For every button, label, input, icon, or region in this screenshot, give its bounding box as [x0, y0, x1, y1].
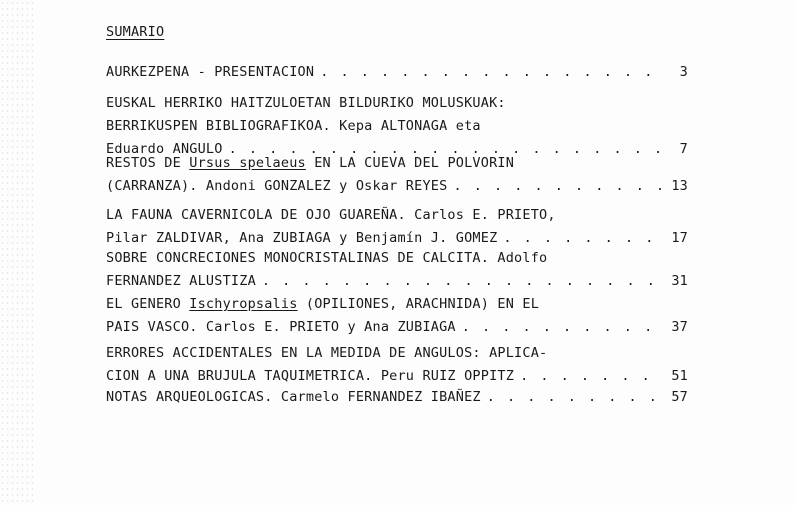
dot-leader: [262, 270, 664, 293]
toc-entry: [106, 247, 688, 293]
page-number: 3: [679, 64, 688, 80]
toc-line-last: [106, 386, 688, 409]
entry-text: FERNANDEZ ALUSTIZA: [106, 273, 256, 289]
page-number: 37: [671, 319, 688, 335]
toc-line-last: [106, 175, 688, 198]
scan-edge-noise: [0, 0, 34, 505]
toc-line: [106, 293, 688, 316]
entry-text: CION A UNA BRUJULA TAQUIMETRICA. Peru RUIZ OPPITZ: [106, 368, 515, 384]
entry-text: Eduardo ANGULO: [106, 141, 223, 157]
toc-entry: [106, 61, 688, 84]
page-number: 17: [671, 230, 688, 246]
toc-line-last: [106, 61, 688, 84]
page-title: SUMARIO: [106, 24, 165, 40]
toc-line: [106, 247, 688, 270]
toc-line: [106, 342, 688, 365]
page-number: 7: [679, 141, 688, 157]
entry-text: EL GENERO: [106, 296, 190, 312]
toc-entry: [106, 92, 688, 161]
dot-leader: [520, 365, 664, 388]
page-number: 31: [671, 273, 688, 289]
dot-leader: [453, 175, 664, 198]
page-number: 13: [671, 178, 688, 194]
toc-line: [106, 115, 688, 138]
toc-line: [106, 204, 688, 227]
toc-line-last: [106, 365, 688, 388]
entry-text: LA FAUNA CAVERNICOLA DE OJO GUAREÑA. Carlos E. PRIETO,: [106, 207, 556, 223]
toc-entry: [106, 342, 688, 388]
page-number: 57: [671, 389, 688, 405]
entry-text: (CARRANZA). Andoni GONZALEZ y Oskar REYES: [106, 178, 448, 194]
entry-text: (OPILIONES, ARACHNIDA) EN EL: [297, 296, 540, 312]
species-name: Ursus spelaeus: [189, 155, 306, 171]
entry-text: BERRIKUSPEN BIBLIOGRAFIKOA. Kepa ALTONAGA eta: [106, 118, 481, 134]
entry-text: AURKEZPENA - PRESENTACION: [106, 64, 315, 80]
entry-text: Pilar ZALDIVAR, Ana ZUBIAGA y Benjamín J. GOMEZ: [106, 230, 498, 246]
toc-line-last: [106, 316, 688, 339]
toc-entry: [106, 152, 688, 198]
entry-text: EUSKAL HERRIKO HAITZULOETAN BILDURIKO MOLUSKUAK:: [106, 95, 506, 111]
entry-text: SOBRE CONCRECIONES MONOCRISTALINAS DE CALCITA. Adolfo: [106, 250, 548, 266]
toc-entry: [106, 386, 688, 409]
toc-line-last: [106, 270, 688, 293]
entry-text: PAIS VASCO. Carlos E. PRIETO y Ana ZUBIAGA: [106, 319, 456, 335]
dot-leader: [487, 386, 664, 409]
toc-line: [106, 92, 688, 115]
entry-text: NOTAS ARQUEOLOGICAS. Carmelo FERNANDEZ IBAÑEZ: [106, 389, 481, 405]
entry-text: RESTOS DE: [106, 155, 190, 171]
dot-leader: [462, 316, 664, 339]
dot-leader: [320, 61, 664, 84]
toc-entry: [106, 293, 688, 339]
genus-name: Ischyropsalis: [189, 296, 298, 312]
page-number: 51: [671, 368, 688, 384]
toc-entry: [106, 204, 688, 250]
entry-text: EN LA CUEVA DEL POLVORIN: [305, 155, 515, 171]
toc-line: [106, 152, 688, 175]
entry-text: ERRORES ACCIDENTALES EN LA MEDIDA DE ANGULOS: APLICA-: [106, 345, 548, 361]
